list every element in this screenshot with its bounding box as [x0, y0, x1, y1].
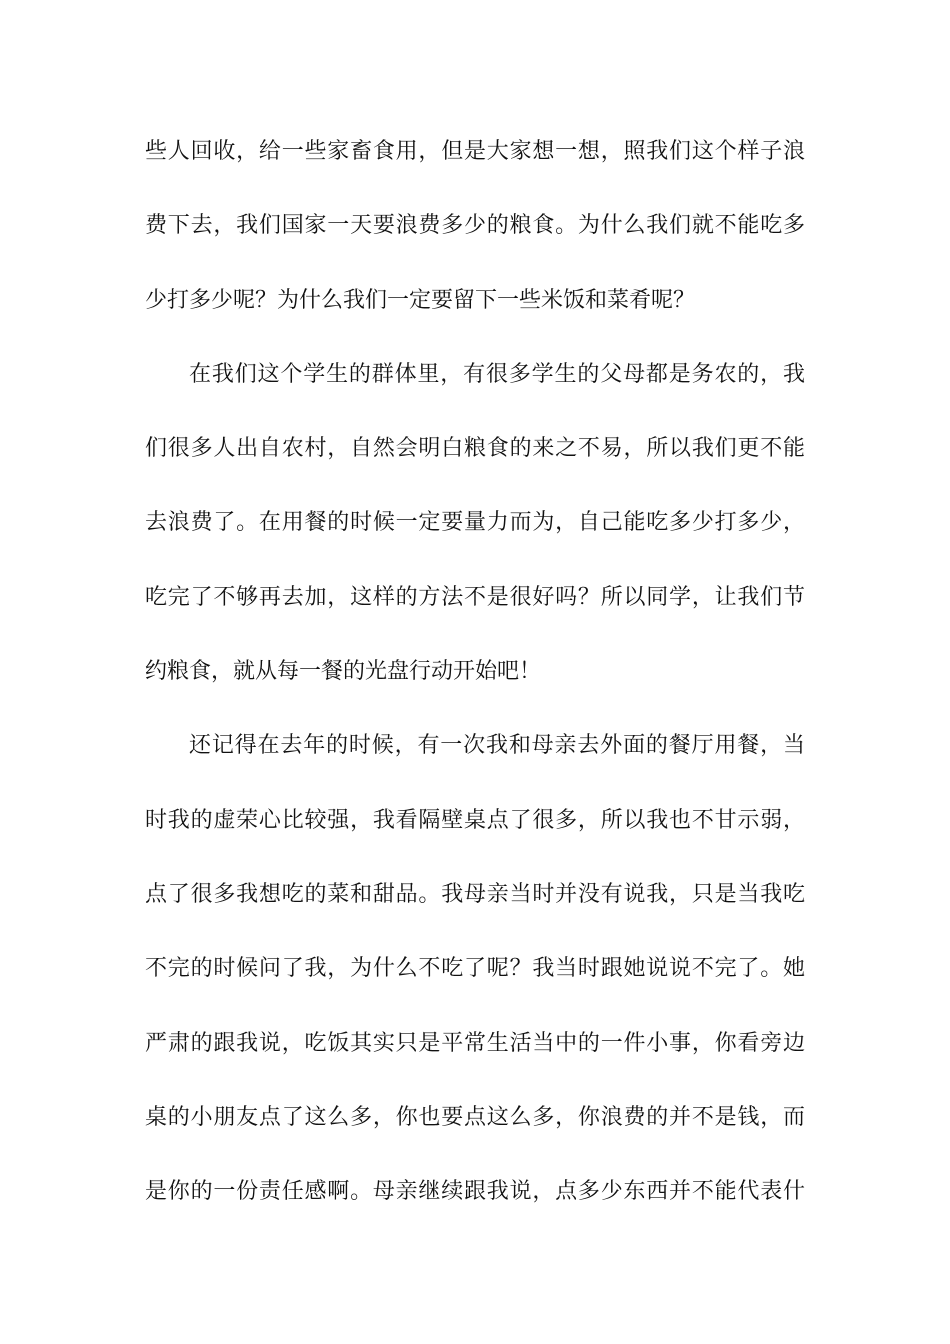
- text-line: 桌的小朋友点了这么多，你也要点这么多，你浪费的并不是钱，而: [145, 1105, 805, 1130]
- text-line: 费下去，我们国家一天要浪费多少的粮食。为什么我们就不能吃多: [145, 213, 805, 238]
- paragraph-first-line: 还记得在去年的时候，有一次我和母亲去外面的餐厅用餐，当: [189, 733, 805, 758]
- text-line: 是你的一份责任感啊。母亲继续跟我说，点多少东西并不能代表什: [145, 1179, 805, 1204]
- text-line: 们很多人出自农村，自然会明白粮食的来之不易，所以我们更不能: [145, 436, 805, 461]
- text-line: 不完的时候问了我，为什么不吃了呢？我当时跟她说说不完了。她: [145, 956, 805, 981]
- text-line: 点了很多我想吃的菜和甜品。我母亲当时并没有说我，只是当我吃: [145, 882, 805, 907]
- text-line: 时我的虚荣心比较强，我看隔壁桌点了很多，所以我也不甘示弱，: [145, 808, 805, 833]
- text-line: 吃完了不够再去加，这样的方法不是很好吗？所以同学，让我们节: [145, 585, 805, 610]
- text-line: 约粮食，就从每一餐的光盘行动开始吧！: [145, 659, 542, 684]
- paragraph-first-line: 在我们这个学生的群体里，有很多学生的父母都是务农的，我: [189, 362, 805, 387]
- text-line: 少打多少呢？为什么我们一定要留下一些米饭和菜肴呢？: [145, 288, 696, 313]
- text-line: 去浪费了。在用餐的时候一定要量力而为，自己能吃多少打多少，: [145, 510, 805, 535]
- text-line: 严肃的跟我说，吃饭其实只是平常生活当中的一件小事，你看旁边: [145, 1031, 805, 1056]
- text-line: 些人回收，给一些家畜食用，但是大家想一想，照我们这个样子浪: [145, 139, 805, 164]
